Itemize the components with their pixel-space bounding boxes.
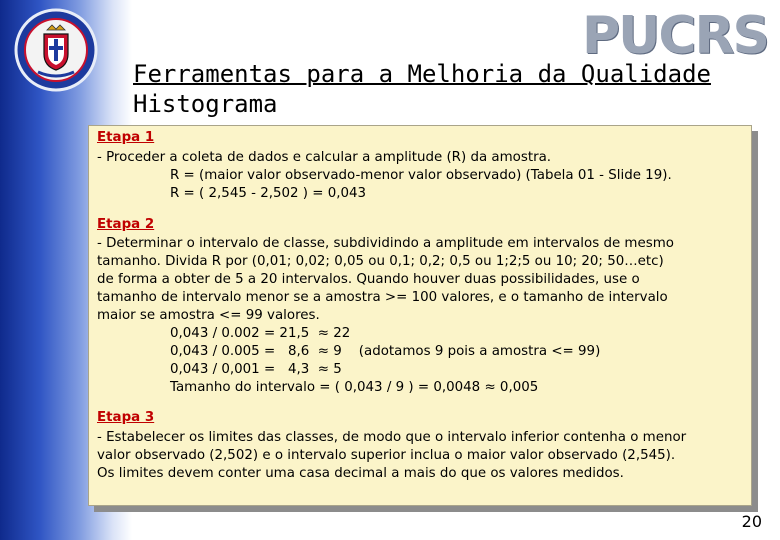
step-2-calc-line: Tamanho do intervalo = ( 0,043 / 9 ) = 0,0048 ≈ 0,005	[170, 380, 539, 395]
step-3-heading: Etapa 3	[97, 410, 155, 425]
step-2-heading: Etapa 2	[97, 217, 155, 232]
step-3-line: Os limites devem conter uma casa decimal a mais do que os valores medidos.	[97, 466, 624, 481]
step-2-line: maior se amostra <= 99 valores.	[97, 308, 320, 323]
step-1-line: R = (maior valor observado-menor valor observado) (Tabela 01 - Slide 19).	[170, 168, 672, 183]
step-2-line: tamanho. Divida R por (0,01; 0,02; 0,05 ou 0,1; 0,2; 0,5 ou 1;2;5 ou 10; 20; 50…etc)	[97, 254, 664, 269]
step-1-line: R = ( 2,545 - 2,502 ) = 0,043	[170, 186, 367, 201]
step-2-line: tamanho de intervalo menor se a amostra >= 100 valores, e o tamanho de intervalo	[97, 290, 668, 305]
slide-title: Ferramentas para a Melhoria da Qualidade	[133, 60, 711, 88]
pucrs-logo: PUCRS	[582, 6, 768, 66]
page-number: 20	[741, 512, 762, 531]
step-2-line: de forma a obter de 5 a 20 intervalos. Quando houver duas possibilidades, use o	[97, 272, 640, 287]
step-2-calc-line: 0,043 / 0.005 = 8,6 ≈ 9 (adotamos 9 pois a amostra <= 99)	[170, 344, 601, 359]
step-3-line: valor observado (2,502) e o intervalo superior inclua o maior valor observado (2,545).	[97, 448, 676, 463]
step-3-line: - Estabelecer os limites das classes, de modo que o intervalo inferior contenha o menor	[97, 430, 687, 445]
university-crest-icon	[14, 8, 98, 92]
step-2-line: - Determinar o intervalo de classe, subdividindo a amplitude em intervalos de mesmo	[97, 236, 674, 251]
step-1-line: - Proceder a coleta de dados e calcular a amplitude (R) da amostra.	[97, 150, 552, 165]
step-2-calc-line: 0,043 / 0.002 = 21,5 ≈ 22	[170, 326, 351, 341]
step-2-calc-line: 0,043 / 0,001 = 4,3 ≈ 5	[170, 362, 342, 377]
slide-subtitle: Histograma	[133, 90, 278, 118]
step-1-heading: Etapa 1	[97, 130, 155, 145]
